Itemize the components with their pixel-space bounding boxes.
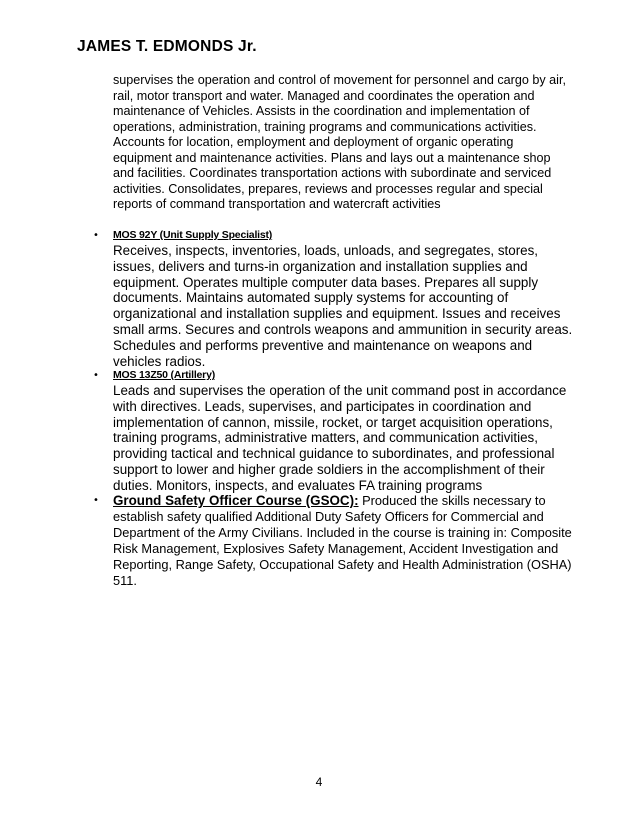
bullet-marker: • — [93, 495, 99, 506]
item-gsoc — [113, 493, 575, 589]
item-title-mos-92y: MOS 92Y (Unit Supply Specialist) — [113, 229, 273, 241]
item-title-mos-13z50: MOS 13Z50 (Artillery) — [113, 369, 215, 381]
item-body-mos-13z50: Leads and supervises the operation of the unit command post in accordance with directives. Leads, supervises, and participates in coordination and implementation of cannon, missile, rocket, or target acquisition operations, training programs, administrative matters, and communication activities, providing tactical and technical guidance to subordinates, and professional support to lower and higher grade soldiers in the accomplishment of their duties. Monitors, inspects, and evaluates FA training programs — [113, 383, 567, 493]
page-number: 4 — [315, 775, 323, 789]
item-body-gsoc: Produced the skills necessary to establish safety qualified Additional Duty Safety Officers for Commercial and Department of the Army Civilians. Included in the course is training in: Composite Risk Management, Explosives Safety Management, Accident Investigation and Reporting, Range Safety, Occupational Safety and Health Administration (OSHA) 511. — [113, 493, 572, 588]
item-title-gsoc: Ground Safety Officer Course (GSOC): — [113, 493, 359, 508]
bullet-marker: • — [93, 370, 99, 381]
intro-paragraph: supervises the operation and control of movement for personnel and cargo by air, rail, motor transport and water. Managed and coordinates the operation and maintenance of Vehicles. Assists in the coordination and implementation of operations, administration, training programs and communications activities. Accounts for location, employment and deployment of organic operating equipment and maintenance activities. Plans and lays out a maintenance shop and facilities. Coordinates transportation actions with subordinate and serviced activities. Consolidates, prepares, reviews and processes regular and special reports of command transportation and watercraft activities — [113, 73, 566, 211]
item-body-mos-92y: Receives, inspects, inventories, loads, unloads, and segregates, stores, issues, delivers and turns-in organization and installation supplies and equipment. Operates multiple computer data bases. Prepares all supply documents. Maintains automated supply systems for accounting of organizational and installation supplies and equipment. Issues and receives small arms. Secures and controls weapons and ammunition in security areas. Schedules and performs preventive and maintenance on weapons and vehicles radios. — [113, 243, 573, 369]
bullet-marker: • — [93, 230, 99, 241]
resume-header-name: JAMES T. EDMONDS Jr. — [77, 38, 257, 55]
